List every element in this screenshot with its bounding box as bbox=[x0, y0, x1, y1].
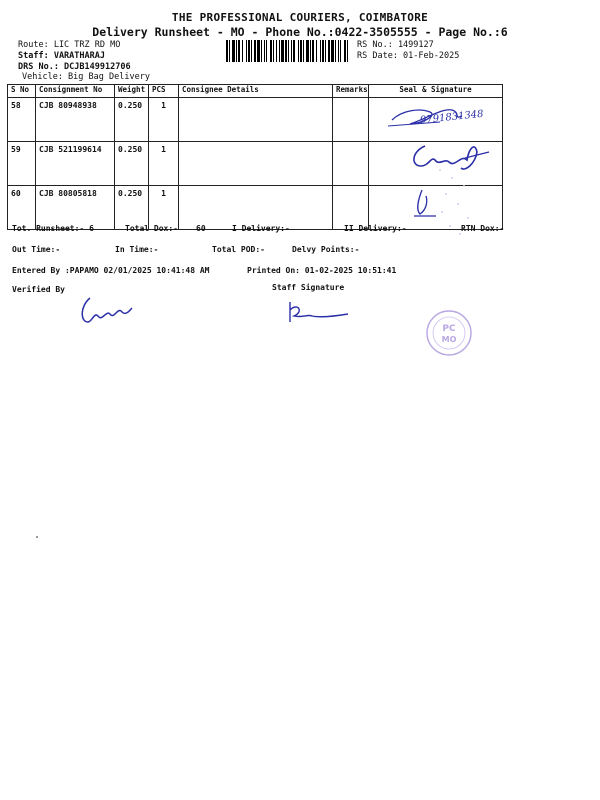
cell-consignment: CJB 521199614 bbox=[36, 142, 115, 186]
cell-sno: 58 bbox=[8, 98, 36, 142]
vehicle-label: Vehicle: Big Bag Delivery bbox=[22, 72, 150, 82]
stamp-text-top: PC bbox=[442, 324, 456, 334]
cell-pcs: 1 bbox=[149, 98, 179, 142]
barcode-bar bbox=[248, 40, 250, 62]
col-pcs: PCS bbox=[149, 85, 179, 98]
barcode-bar bbox=[338, 40, 339, 62]
barcode-bar bbox=[246, 40, 247, 62]
cell-remarks bbox=[333, 186, 369, 230]
cell-consignment: CJB 80948938 bbox=[36, 98, 115, 142]
cell-consignee bbox=[179, 142, 333, 186]
cell-consignee bbox=[179, 98, 333, 142]
barcode-bar bbox=[232, 40, 235, 62]
staff-signature bbox=[282, 298, 352, 328]
barcode-bar bbox=[264, 40, 265, 62]
barcode-bar bbox=[325, 40, 326, 62]
cell-weight: 0.250 bbox=[115, 98, 149, 142]
barcode-bar bbox=[279, 40, 280, 62]
barcode-bar bbox=[347, 40, 348, 62]
barcode-bar bbox=[242, 40, 243, 62]
office-seal-stamp bbox=[424, 308, 474, 358]
col-consignment: Consignment No bbox=[36, 85, 115, 98]
barcode-bar bbox=[273, 40, 274, 62]
cell-pcs: 1 bbox=[149, 186, 179, 230]
i-delivery: I Delivery:- bbox=[232, 224, 290, 233]
staff-signature-label: Staff Signature bbox=[272, 283, 345, 292]
cell-remarks bbox=[333, 142, 369, 186]
delvy-points: Delvy Points:- bbox=[292, 245, 360, 254]
route-label: Route: LIC TRZ RD MO bbox=[18, 40, 121, 50]
barcode-bar bbox=[300, 40, 302, 62]
verifier-signature bbox=[76, 292, 136, 332]
barcode-bar bbox=[285, 40, 287, 62]
total-dox-value: 60 bbox=[196, 224, 206, 233]
col-seal-signature: Seal & Signature bbox=[369, 85, 503, 98]
barcode-bar bbox=[328, 40, 330, 62]
barcode-bar bbox=[322, 40, 324, 62]
rs-date: RS Date: 01-Feb-2025 bbox=[357, 51, 460, 61]
tot-runsheet: Tot. Runsheet:- 6 bbox=[12, 224, 94, 233]
rtn-dox: RTN Dox:- bbox=[461, 224, 505, 233]
printed-on: Printed On: 01-02-2025 10:51:41 bbox=[247, 266, 397, 275]
total-pod: Total POD:- bbox=[212, 245, 265, 254]
barcode-bar bbox=[340, 40, 341, 62]
barcode-bar bbox=[236, 40, 237, 62]
col-consignee: Consignee Details bbox=[179, 85, 333, 98]
barcode-bar bbox=[312, 40, 314, 62]
barcode-bar bbox=[257, 40, 260, 62]
barcode-bar bbox=[254, 40, 256, 62]
ii-delivery: II Delivery:- bbox=[344, 224, 407, 233]
total-dox-label: Total Dox:- bbox=[125, 224, 178, 233]
verified-by-label: Verified By bbox=[12, 285, 65, 294]
stamp-text-bottom: MO bbox=[441, 335, 457, 344]
cell-pcs: 1 bbox=[149, 142, 179, 186]
cell-weight: 0.250 bbox=[115, 186, 149, 230]
barcode-bar bbox=[310, 40, 311, 62]
company-title: THE PROFESSIONAL COURIERS, COIMBATORE bbox=[171, 11, 429, 24]
barcode-bar bbox=[288, 40, 289, 62]
cell-consignment: CJB 80805818 bbox=[36, 186, 115, 230]
barcode-bar bbox=[316, 40, 317, 62]
runsheet-title: Delivery Runsheet - MO - Phone No.:0422-3505555 - Page No.:6 bbox=[92, 25, 508, 39]
barcode-bar bbox=[344, 40, 346, 62]
barcode-bar bbox=[291, 40, 292, 62]
barcode-bar bbox=[306, 40, 309, 62]
scan-speck bbox=[36, 536, 38, 538]
barcode-bar bbox=[281, 40, 284, 62]
barcode-bar bbox=[298, 40, 299, 62]
barcode-bar bbox=[303, 40, 304, 62]
barcode bbox=[226, 40, 350, 62]
cell-sno: 60 bbox=[8, 186, 36, 230]
in-time: In Time:- bbox=[115, 245, 159, 254]
barcode-bar bbox=[261, 40, 262, 62]
entered-by: Entered By :PAPAMO 02/01/2025 10:41:48 AM bbox=[12, 266, 210, 275]
barcode-bar bbox=[270, 40, 272, 62]
barcode-bar bbox=[226, 40, 228, 62]
barcode-bar bbox=[293, 40, 295, 62]
drs-number: DRS No.: DCJB149912706 bbox=[18, 62, 131, 72]
cell-sno: 59 bbox=[8, 142, 36, 186]
staff-label: Staff: VARATHARAJ bbox=[18, 51, 105, 61]
barcode-bar bbox=[331, 40, 334, 62]
barcode-bar bbox=[276, 40, 277, 62]
barcode-bar bbox=[320, 40, 321, 62]
col-remarks: Remarks bbox=[333, 85, 369, 98]
barcode-bar bbox=[266, 40, 267, 62]
table-header bbox=[8, 85, 503, 98]
col-sno: S No bbox=[8, 85, 36, 98]
rs-number: RS No.: 1499127 bbox=[357, 40, 434, 50]
cell-remarks bbox=[333, 98, 369, 142]
barcode-bar bbox=[251, 40, 252, 62]
barcode-bar bbox=[335, 40, 336, 62]
barcode-bar bbox=[229, 40, 230, 62]
cell-consignee bbox=[179, 186, 333, 230]
col-weight: Weight bbox=[115, 85, 149, 98]
barcode-bar bbox=[238, 40, 240, 62]
out-time: Out Time:- bbox=[12, 245, 61, 254]
cell-weight: 0.250 bbox=[115, 142, 149, 186]
handwritten-phone: 9791831348 bbox=[419, 108, 485, 127]
